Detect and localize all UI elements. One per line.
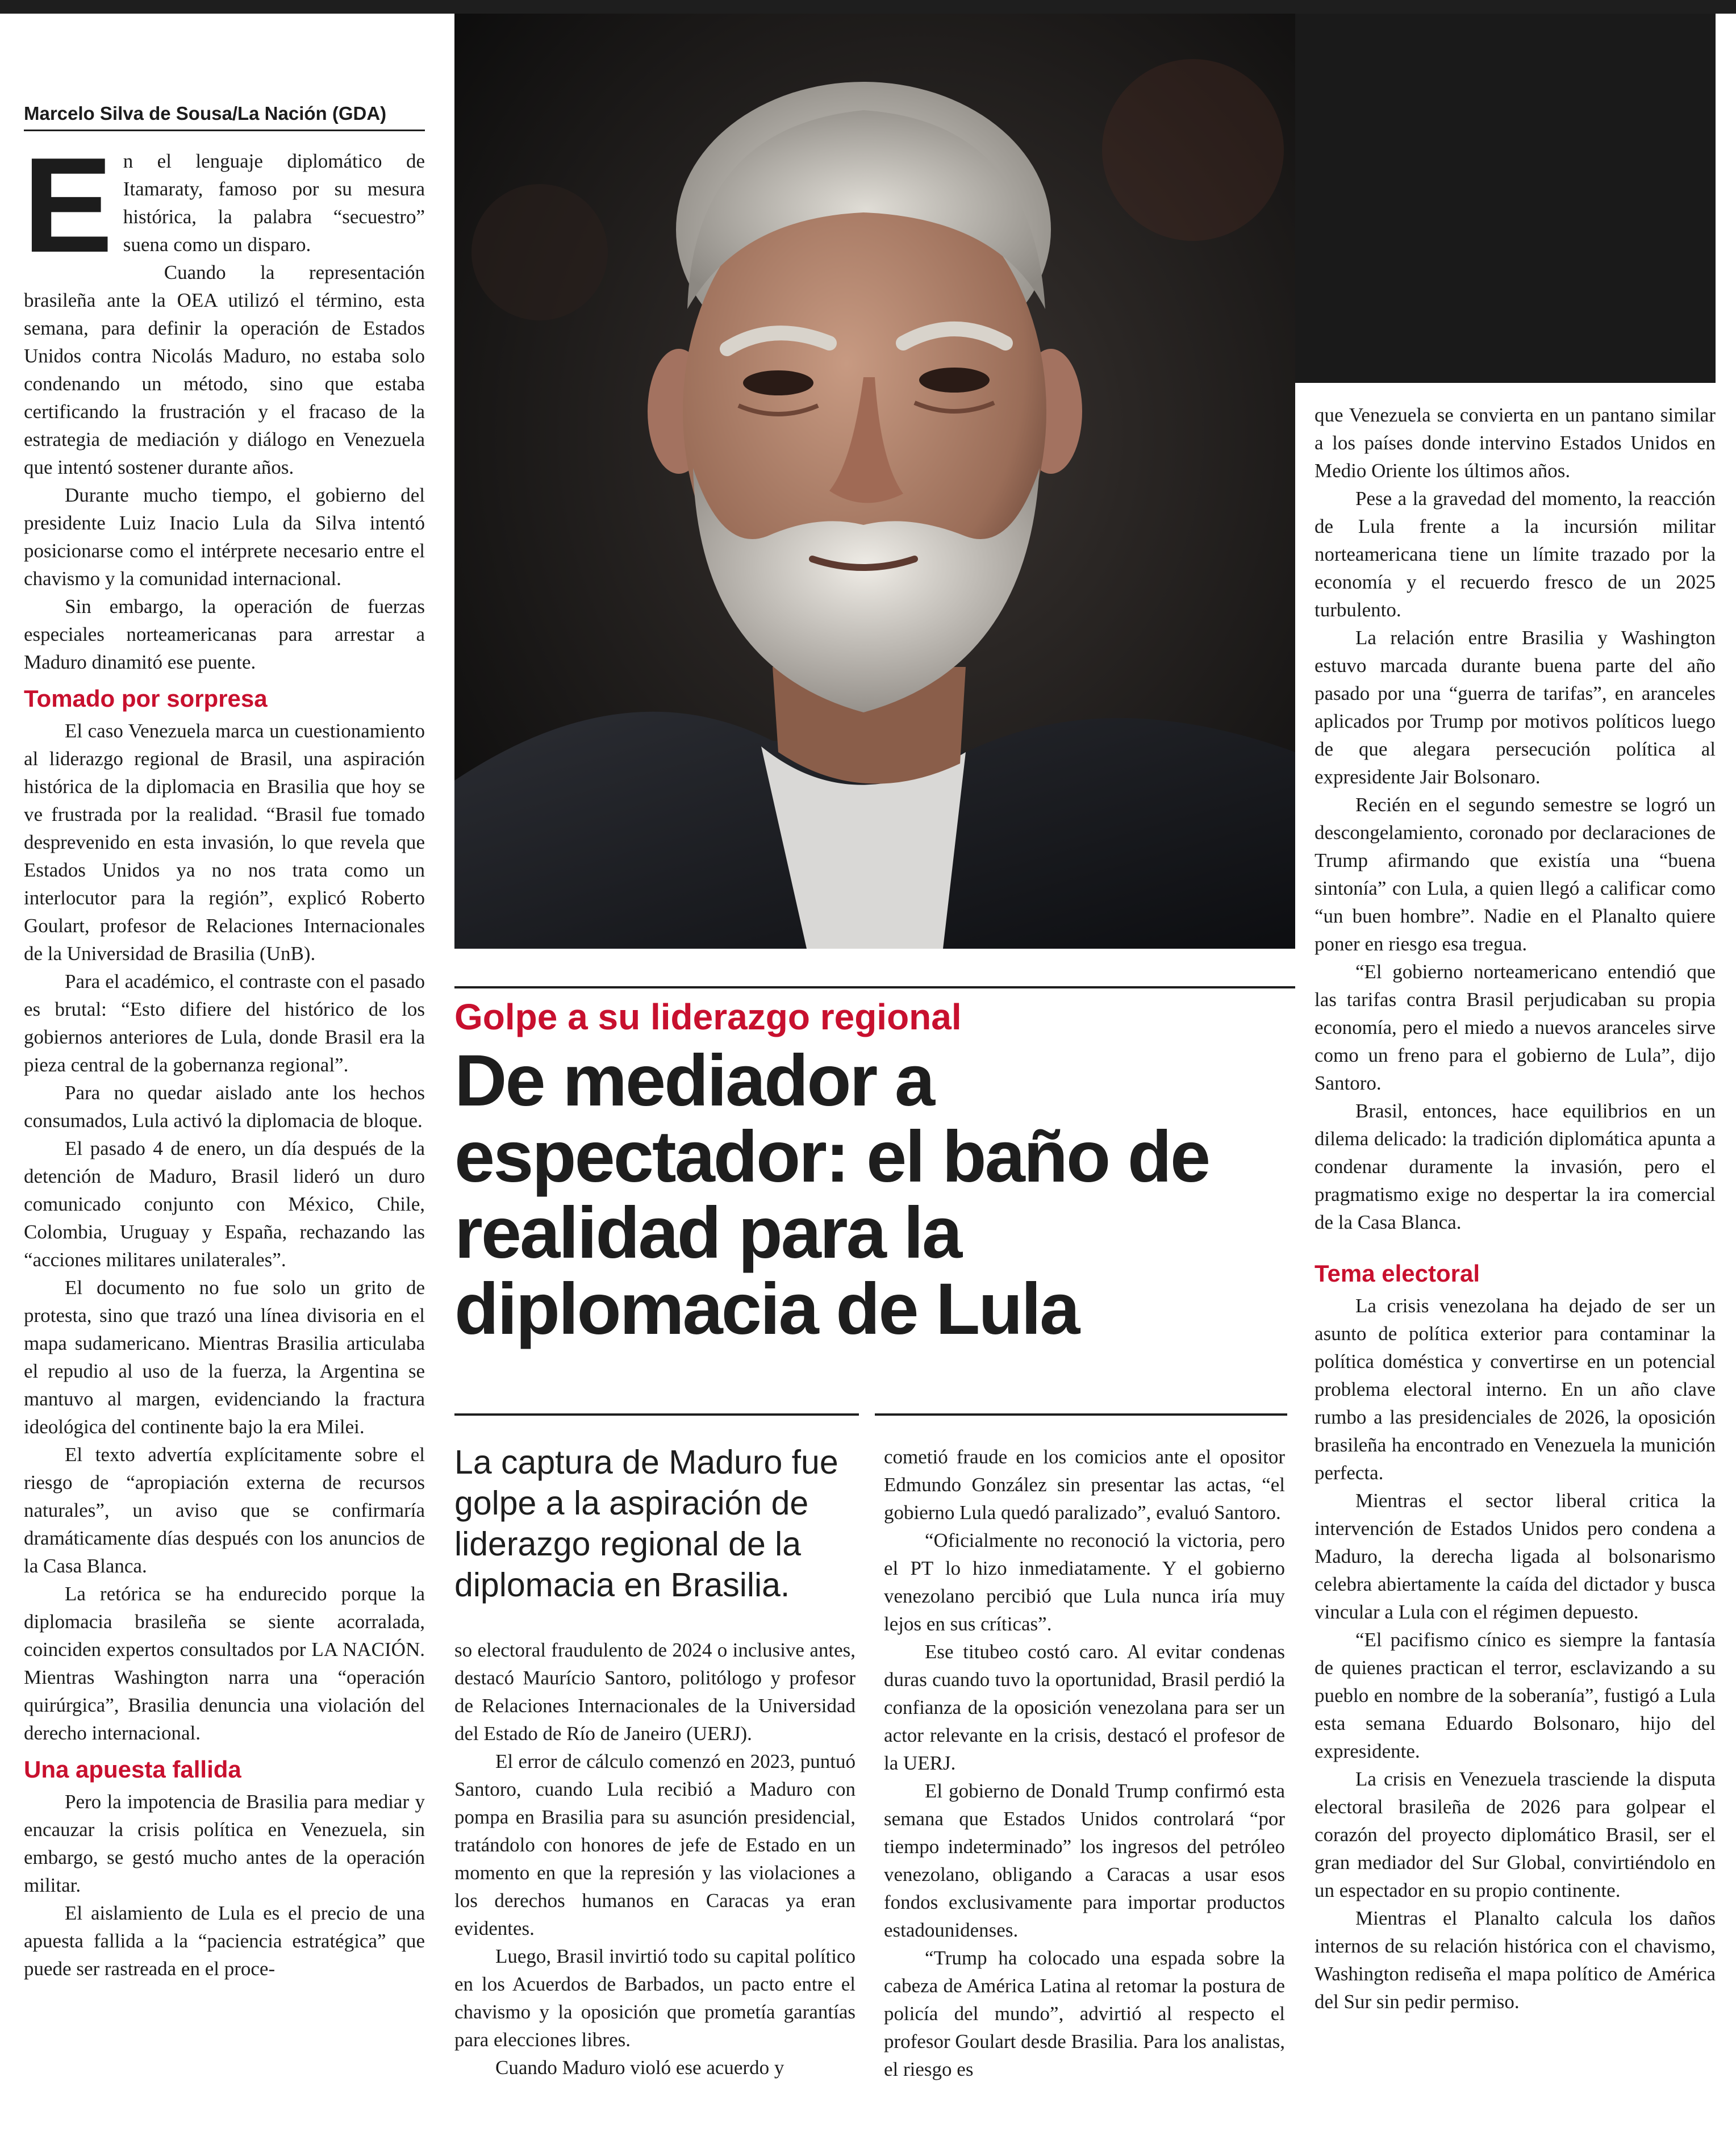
- paragraph: “El pacifismo cínico es siempre la fantasía de quienes practican el terror, esclavizando a su pueblo en nombre de la soberanía”, fustigó a Lula esta semana Eduardo Bolsonaro, hijo del expresidente.: [1314, 1629, 1716, 1762]
- paragraph: El documento no fue solo un grito de protesta, sino que trazó una línea divisoria en el mapa sudamericano. Mientras Brasilia articulaba el repudio al uso de la fuerza, la Argentina se mantuvo al margen, evidenciando la fractura ideológica del continente bajo la era Milei.: [24, 1276, 425, 1438]
- paragraph: La relación entre Brasilia y Washington estuvo marcada durante buena parte del año pasado por una “guerra de tarifas”, en aranceles aplicados por Trump por motivos políticos luego de que alegara persecución política al expresidente Jair Bolsonaro.: [1314, 627, 1716, 788]
- paragraph: Para no quedar aislado ante los hechos consumados, Lula activó la diplomacia de bloque.: [24, 1082, 425, 1132]
- paragraph: “Oficialmente no reconoció la victoria, pero el PT lo hizo inmediatamente. Y el gobierno venezolano percibió que Lula nunca iría muy lejos en sus críticas”.: [884, 1529, 1285, 1635]
- portrait-illustration: [454, 14, 1295, 949]
- paragraph: La retórica se ha endurecido porque la diplomacia brasileña se siente acorralada, coinciden expertos consultados por LA NACIÓN. Mientras Washington narra una “operación quirúrgica”, Brasilia denuncia una violación del derecho internacional.: [24, 1583, 425, 1744]
- paragraph: Para el académico, el contraste con el pasado es brutal: “Esto difiere del histórico de los gobiernos anteriores de Lula, donde Brasil era la pieza central de la gobernanza regional”.: [24, 970, 425, 1076]
- paragraph: El gobierno de Donald Trump confirmó esta semana que Estados Unidos controlará “por tiempo indeterminado” los ingresos del petróleo venezolano, obligando a Caracas a usar esos fondos exclusivamente para importar productos estadounidenses.: [884, 1780, 1285, 1941]
- paragraph: El aislamiento de Lula es el precio de una apuesta fallida a la “paciencia estratégica” que puede ser rastreada en el proce-: [24, 1902, 425, 1980]
- paragraph: Cuando Maduro violó ese acuerdo y: [495, 2056, 784, 2079]
- paragraph: La crisis en Venezuela trasciende la disputa electoral brasileña de 2026 para golpear el corazón del proyecto diplomático Brasil, ser el gran mediador del Sur Global, convirtiéndolo en un espectador en su propio continente.: [1314, 1768, 1716, 1901]
- paragraph: Mientras el sector liberal critica la intervención de Estados Unidos pero condena a Maduro, la derecha ligada al bolsonarismo celebra abiertamente la caída del dictador y busca vincular a Lula con el régimen depuesto.: [1314, 1490, 1716, 1623]
- paragraph: Ese titubeo costó caro. Al evitar condenas duras cuando tuvo la oportunidad, Brasil perdió la confianza de la oposición venezolana para ser un actor relevante en la crisis, destacó el profesor de la UERJ.: [884, 1641, 1285, 1774]
- paragraph: Brasil, entonces, hace equilibrios en un dilema delicado: la tradición diplomática apunta a condenar duramente la invasión, pero el pragmatismo exige no despertar la ira comercial de la Casa Blanca.: [1314, 1100, 1716, 1233]
- paragraph: que Venezuela se convierta en un pantano similar a los países donde intervino Estados Unidos en Medio Oriente los últimos años.: [1314, 404, 1716, 482]
- kicker: Golpe a su liderazgo regional: [454, 986, 1295, 1040]
- paragraph: cometió fraude en los comicios ante el opositor Edmundo González sin presentar las actas, “el gobierno Lula quedó paralizado”, evaluó Santoro.: [884, 1446, 1285, 1524]
- subheading-tema-electoral: Tema electoral: [1314, 1260, 1480, 1287]
- byline: Marcelo Silva de Sousa/La Nación (GDA): [24, 101, 425, 131]
- summary-deck: La captura de Maduro fue golpe a la aspiración de liderazgo regional de la diplomacia en Brasilia.: [454, 1413, 859, 1605]
- article-column-3: [884, 1443, 1285, 2083]
- paragraph: El caso Venezuela marca un cuestionamiento al liderazgo regional de Brasil, una aspiración histórica de la diplomacia en Brasilia que hoy se ve frustrada por la realidad. “Brasil fue tomado desprevenido en esta invasión, lo que revela que Estados Unidos ya no nos trata como un interlocutor para la región”, explicó Roberto Goulart, profesor de Relaciones Internacionales de la Universidad de Brasilia (UnB).: [24, 720, 425, 965]
- paragraph: so electoral fraudulento de 2024 o inclusive antes, destacó Maurício Santoro, politólogo y profesor de Relaciones Internacionales de la Universidad del Estado de Río de Janeiro (UERJ).: [454, 1639, 856, 1745]
- paragraph: Cuando la representación brasileña ante la OEA utilizó el término, esta semana, para definir la operación de Estados Unidos contra Nicolás Maduro, no estaba solo condenando un método, sino que estaba certificando la frustración y el fracaso de la estrategia de mediación y diálogo en Venezuela que intentó sostener durante años.: [24, 261, 425, 478]
- article-column-2: [454, 1636, 856, 2081]
- paragraph: El pasado 4 de enero, un día después de la detención de Maduro, Brasil lideró un duro comunicado conjunto con México, Chile, Colombia, Uruguay y España, rechazando las “acciones militares unilaterales”.: [24, 1137, 425, 1271]
- drop-cap: E: [23, 130, 113, 281]
- lula-portrait-photo: [454, 14, 1295, 949]
- article-column-1: [24, 101, 425, 1983]
- paragraph: El texto advertía explícitamente sobre el riesgo de “apropiación externa de recursos naturales”, un aviso que se confirmaría dramáticamente días después con los anuncios de la Casa Blanca.: [24, 1444, 425, 1577]
- paragraph: “El gobierno norteamericano entendió que las tarifas contra Brasil perjudicaban su propia economía, pero el miedo a nuevos aranceles sirve como un freno para el gobierno de Lula”, dijo Santoro.: [1314, 961, 1716, 1094]
- headline: De mediador a espectador: el baño de realidad para la diplomacia de Lula: [454, 1040, 1209, 1350]
- paragraph: “Trump ha colocado una espada sobre la cabeza de América Latina al retomar la postura de policía del mundo”, advirtió al respecto el profesor Goulart desde Brasilia. Para los analistas, el riesgo es: [884, 1947, 1285, 2080]
- paragraph: Sin embargo, la operación de fuerzas especiales norteamericanas para arrestar a Maduro dinamitó ese puente.: [24, 595, 425, 673]
- paragraph: Pero la impotencia de Brasilia para mediar y encauzar la crisis política en Venezuela, sin embargo, se gestó mucho antes de la operación militar.: [24, 1791, 425, 1896]
- paragraph: El error de cálculo comenzó en 2023, puntuó Santoro, cuando Lula recibió a Maduro con pompa en Brasilia para su asunción presidencial, tratándolo con honores de jefe de Estado en un momento en que la represión y las violaciones a los derechos humanos en Caracas ya eran evidentes.: [454, 1750, 856, 1939]
- photo-background-extension: [1295, 14, 1716, 383]
- paragraph: Mientras el Planalto calcula los daños internos de su relación histórica con el chavismo, Washington rediseña el mapa político de América del Sur sin pedir permiso.: [1314, 1907, 1716, 2013]
- paragraph: La crisis venezolana ha dejado de ser un asunto de política exterior para contaminar la política doméstica y convertirse en un potencial problema electoral interno. En un año clave rumbo a las presidenciales de 2026, la oposición brasileña ha encontrado en Venezuela la munición perfecta.: [1314, 1295, 1716, 1484]
- subheading-tomado-por-sorpresa: Tomado por sorpresa: [24, 685, 268, 712]
- paragraph: Recién en el segundo semestre se logró un descongelamiento, coronado por declaraciones de Trump afirmando que existía una “buena sintonía” con Lula, a quien llegó a calificar como “un buen hombre”. Nadie en el Planalto quiere poner en riesgo esa tregua.: [1314, 794, 1716, 955]
- summary-rule: [875, 1413, 1287, 1416]
- article-column-4: [1314, 401, 1716, 2016]
- paragraph: Pese a la gravedad del momento, la reacción de Lula frente a la incursión militar norteamericana tiene un límite trazado por la economía y el recuerdo fresco de un 2025 turbulento.: [1314, 487, 1716, 621]
- paragraph: Durante mucho tiempo, el gobierno del presidente Luiz Inacio Lula da Silva intentó posicionarse como el intérprete necesario entre el chavismo y la comunidad internacional.: [24, 484, 425, 590]
- subheading-una-apuesta-fallida: Una apuesta fallida: [24, 1756, 241, 1783]
- top-rule: [0, 0, 1736, 14]
- lead-paragraph-text: n el lenguaje diplomático de Itamaraty, famoso por su mesura histórica, la palabra “secuestro” suena como un disparo.: [123, 150, 425, 256]
- lead-paragraph: [23, 130, 425, 281]
- paragraph: Luego, Brasil invirtió todo su capital político en los Acuerdos de Barbados, un pacto entre el chavismo y la oposición que prometía garantías para elecciones libres.: [454, 1945, 856, 2051]
